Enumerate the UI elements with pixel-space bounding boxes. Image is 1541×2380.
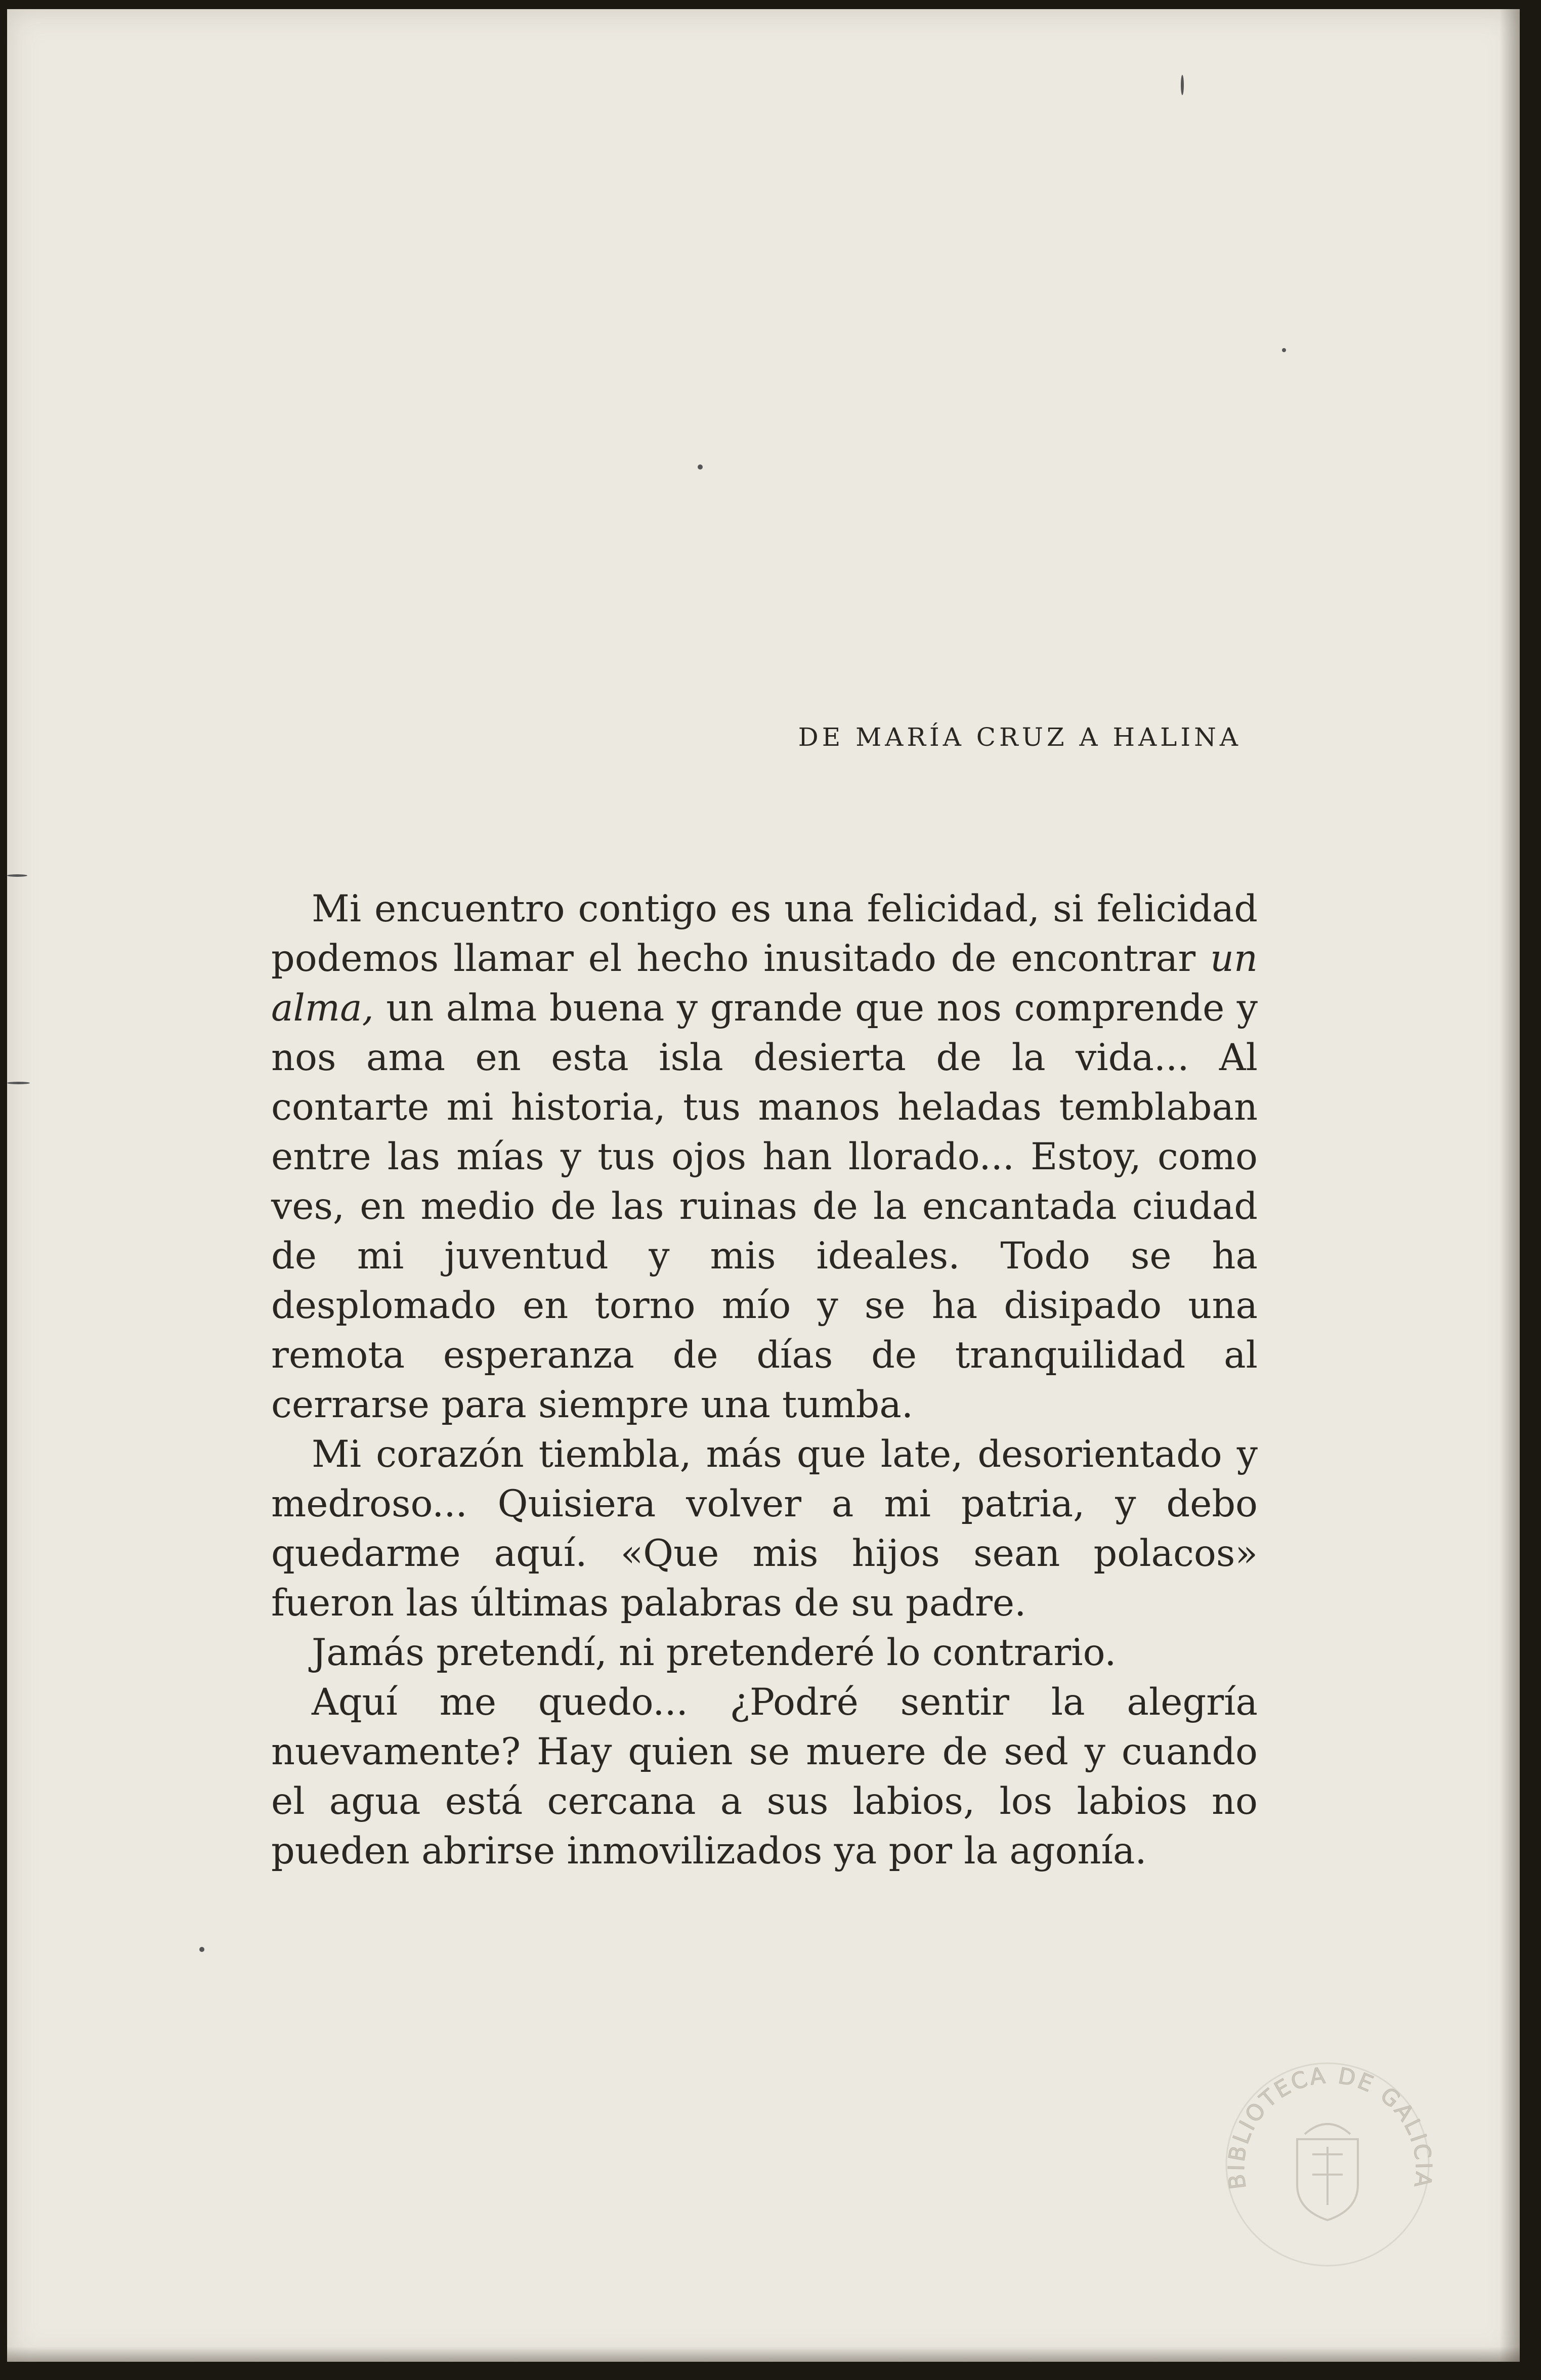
paragraph-3: Jamás pretendí, ni pretenderé lo contrario. [312,1631,1117,1674]
paper-speck [698,464,703,470]
paragraph-1 [271,884,1258,1430]
running-head: DE MARÍA CRUZ A HALINA [798,722,1242,752]
paper-speck [7,874,27,877]
library-stamp-text: BIBLIOTECA DE GALICIA [1223,2062,1437,2191]
paper-speck [199,1947,204,1952]
paragraph-4: Aquí me quedo... ¿Podré sentir la alegría nuevamente? Hay quien se muere de sed y cuando el agua está cercana a sus labios, los labios no pueden abrirse inmovilizados ya por la agonía. [271,1681,1258,1873]
page-edge-shadow [1500,9,1520,2362]
coat-of-arms-icon [1297,2124,1358,2220]
book-page [7,9,1520,2362]
paragraph-2: Mi corazón tiembla, más que late, desorientado y medroso... Quisiera volver a mi patria, y debo quedarme aquí. «Que mis hijos sean polacos» fueron las últimas palabras de su padre. [271,1433,1258,1625]
body-text [271,884,1258,1876]
paper-speck [1181,75,1184,95]
paragraph-1-italic: un alma, [271,937,1258,1030]
library-stamp-emboss [1211,2038,1444,2271]
paragraph-1-end: un alma buena y grande que nos comprende y nos ama en esta isla desierta de la vida... Al contarte mi historia, tus manos heladas temblaban entre las mías y tus ojos han llorado... Estoy, como ves, en medio de las ruinas de la encantada ciudad de mi juventud y mis ideales. Todo se ha desplomado en torno mío y se ha disipado una remota esperanza de días de tranquilidad al cerrarse para siempre una tumba. [271,987,1258,1426]
paragraph-1-start: Mi encuentro contigo es una felicidad, si felicidad podemos llamar el hecho inusitado de encontrar [271,887,1258,980]
paper-speck [1282,348,1286,352]
svg-text:BIBLIOTECA DE GALICIA [1224,2063,1437,2191]
paper-speck [7,1082,30,1084]
library-stamp [1211,2038,1444,2271]
page-edge-shadow-bottom [7,2347,1520,2362]
